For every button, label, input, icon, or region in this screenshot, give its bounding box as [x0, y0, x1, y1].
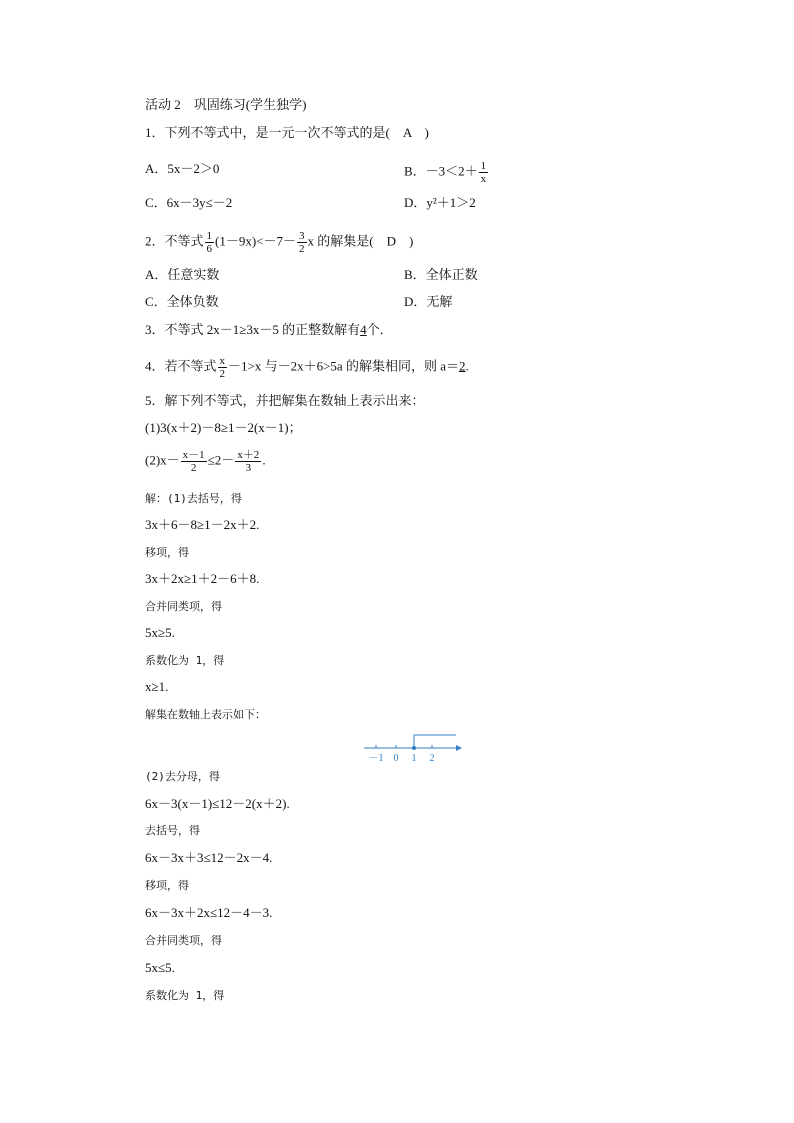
q5-part-1: (1)3(x＋2)－8≥1－2(x－1)；: [145, 420, 302, 435]
q5-part-2-prefix: (2)x－: [145, 452, 180, 468]
solution-1-line-5: 合并同类项，得: [145, 600, 222, 613]
q1-option-b-fraction: [479, 160, 489, 185]
q2-option-d: D．无解: [404, 294, 453, 309]
q4-stem: [145, 355, 469, 380]
q2-option-b: B．全体正数: [404, 267, 478, 282]
q5-part-2-fraction-1-denominator: 2: [190, 462, 197, 474]
q4-fraction-denominator: 2: [219, 368, 226, 380]
solution-2-line-7: 合并同类项，得: [145, 934, 222, 947]
q2-suffix: x 的解集是( D ): [307, 233, 414, 249]
q2-prefix: 2．不等式: [145, 233, 204, 249]
q5-part-2-fraction-1-numerator: x－1: [182, 449, 205, 461]
q2-fraction-2: [297, 230, 307, 255]
solution-2-line-5: 移项，得: [145, 879, 189, 892]
number-line: [360, 730, 470, 766]
q1-option-b: [404, 160, 489, 185]
q5-part-2-mid: ≤2－: [207, 452, 235, 468]
q2-fraction-2-numerator: 3: [299, 230, 305, 242]
q5-part-2-fraction-2-denominator: 3: [245, 462, 252, 474]
q5-part-2-fraction-1: [181, 449, 207, 474]
number-line-label-neg1: －1: [368, 753, 384, 764]
number-line-label-2: 2: [429, 753, 435, 764]
q4-fraction: [218, 355, 228, 380]
solution-1-line-1: 解：(1)去括号，得: [145, 492, 242, 505]
solution-2-line-6: 6x－3x＋2x≤12－4－3.: [145, 905, 273, 920]
q2-fraction-1-denominator: 6: [206, 243, 213, 255]
q1-option-b-prefix: B．－3＜2＋: [404, 163, 478, 179]
solution-2-line-2: 6x－3(x－1)≤12－2(x＋2).: [145, 796, 290, 811]
number-line-label-0: 0: [393, 753, 399, 764]
q1-option-a: A．5x－2＞0: [145, 161, 220, 176]
q1-option-b-denominator: x: [480, 173, 487, 185]
q1-option-d: D．y²＋1＞2: [404, 195, 476, 210]
q3-suffix: 个．: [366, 322, 393, 337]
solution-1-line-2: 3x＋6－8≥1－2x＋2.: [145, 517, 260, 532]
q4-answer: 2: [458, 358, 466, 374]
solution-1-line-7: 系数化为 1，得: [145, 654, 225, 667]
solution-2-line-3: 去括号，得: [145, 824, 200, 837]
q5-part-2: [145, 449, 266, 474]
q1-stem: 1．下列不等式中，是一元一次不等式的是( A ): [145, 125, 429, 140]
number-line-solution-ray: [414, 735, 456, 748]
solution-1-line-3: 移项，得: [145, 546, 189, 559]
solution-1-line-8: x≥1.: [145, 679, 169, 694]
solution-2-line-1: (2)去分母，得: [145, 770, 220, 783]
solution-2-line-8: 5x≤5.: [145, 960, 175, 975]
solution-2-line-4: 6x－3x＋3≤12－2x－4.: [145, 850, 273, 865]
solution-1-line-4: 3x＋2x≥1＋2－6＋8.: [145, 571, 260, 586]
q3-prefix: 3．不等式 2x－1≥3x－5 的正整数解有: [145, 322, 361, 337]
solution-2-line-9: 系数化为 1，得: [145, 989, 225, 1002]
q2-stem: [145, 230, 413, 255]
q4-middle: －1>x 与－2x＋6>5a 的解集相同，则 a＝: [228, 358, 459, 374]
q1-option-b-numerator: 1: [480, 160, 487, 172]
q2-fraction-1-numerator: 1: [206, 230, 213, 242]
q2-middle: (1－9x)<－7－: [215, 233, 297, 249]
q5-part-2-fraction-2: [235, 449, 261, 474]
q4-suffix: .: [465, 358, 469, 374]
q5-part-2-suffix: .: [262, 452, 266, 468]
q3-answer: 4: [360, 322, 367, 337]
q3-stem: [145, 321, 393, 339]
q5-part-2-fraction-2-numerator: x＋2: [237, 449, 260, 461]
q2-option-a: A．任意实数: [145, 267, 220, 282]
q1-option-c: C．6x－3y≤－2: [145, 195, 233, 210]
section-title: 活动 2 巩固练习(学生独学): [145, 97, 307, 112]
q2-fraction-2-denominator: 2: [299, 243, 305, 255]
q2-option-c: C．全体负数: [145, 294, 219, 309]
solution-1-line-9: 解集在数轴上表示如下：: [145, 708, 266, 721]
number-line-label-1: 1: [411, 753, 417, 764]
number-line-arrow-icon: [456, 745, 462, 751]
q4-prefix: 4．若不等式: [145, 358, 217, 374]
q5-stem: 5．解下列不等式，并把解集在数轴上表示出来：: [145, 393, 425, 408]
q2-fraction-1: [205, 230, 215, 255]
q4-fraction-numerator: x: [219, 355, 226, 367]
solution-1-line-6: 5x≥5.: [145, 625, 175, 640]
